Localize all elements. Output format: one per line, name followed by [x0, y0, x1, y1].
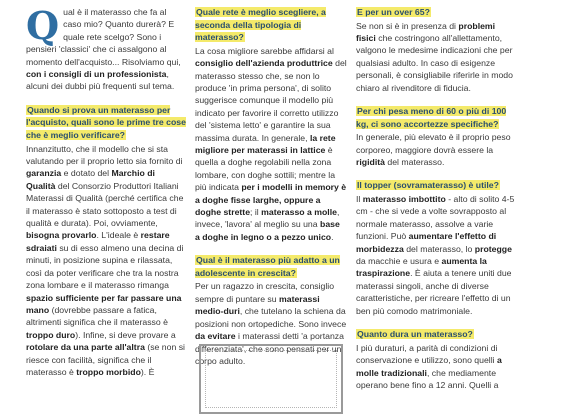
drop-cap: Q: [26, 3, 60, 48]
article-column-2: [195, 6, 347, 367]
question-heading: Quando si prova un materasso per l'acquisto, quali sono le prime tre cose che è meglio verificare?: [26, 104, 186, 141]
answer-paragraph: Innanzitutto, che il modello che si sta valutando per il proprio letto sia fornito di garanzia e dotato del Marchio di Qualità del Consorzio Produttori Italiani Materassi di Qualità (perché certifica che il materasso è stato sottoposto a test di qualità e durata). Poi, ovviamente, bisogna provarlo. L'ideale è restare sdraiati su di esso almeno una decina di minuti, in posizione supina e rilassata, così da poter verificare che tra la nostra zona lombare e il materasso rimanga spazio sufficiente per far passare una mano (dovrebbe passare a fatica, altrimenti significa che il materasso è troppo duro). Infine, si deve provare a rotolare da una parte all'altra (se non si riesce con facilità, significa che il materasso è troppo morbido). È: [26, 143, 185, 377]
answer-paragraph: Se non si è in presenza di problemi fisici che costringono all'allettamento, valgono le medesime indicazioni che per qualsiasi adulto. In caso di esigenze personali, è consigliabile riferirle in modo chiaro al rivenditore di fiducia.: [356, 20, 513, 93]
image-frame: [199, 344, 343, 414]
answer-paragraph: Per un ragazzo in crescita, consiglio sempre di puntare su materassi medio-duri, che tutelano la schiena da posizioni non ortopediche. Sono invece da evitare i materassi detti 'a portanza differenziata', che sono pensati per un corpo adulto.: [195, 281, 347, 366]
article-column-1: [26, 3, 186, 378]
question-heading: Quanto dura un materasso?: [357, 329, 473, 340]
question-heading: Qual è il materasso più adatto a un adolescente in crescita?: [195, 255, 340, 278]
intro-paragraph: Qual è il materasso che fa al caso mio? Quanto durerà? E quale rete scelgo? Sono i pensieri 'classici' che ci assalgono al momento dell'acquisto... Risolviamo qui, con i consigli di un professionista, alcuni dei dubbi più frequenti sul tema.: [26, 3, 181, 92]
answer-paragraph: In generale, più elevato è il proprio peso corporeo, maggiore dovrà essere la rigidità del materasso.: [356, 132, 511, 168]
article-column-3: [356, 6, 516, 391]
question-heading: Per chi pesa meno di 60 o più di 100 kg, ci sono accortezze specifiche?: [356, 106, 507, 129]
question-heading: Il topper (sovramaterasso) è utile?: [357, 180, 499, 191]
answer-paragraph: I più duraturi, a parità di condizioni di conservazione e utilizzo, sono quelli a molle tradizionali, che mediamente operano bene fino a 12 anni. Quelli a: [356, 342, 502, 390]
answer-paragraph: Il materasso imbottito - alto di solito 4-5 cm - che si vede a volte sovrapposto al normale materasso, assolve a varie funzioni. Può aumentare l'effetto di morbidezza del materasso, lo protegge da macchie e usura e aumenta la traspirazione. È aiuta a tenere uniti due materassi singoli, anche di diverse caratteristiche, per ricreare l'effetto di un ben più comodo matrimoniale.: [356, 194, 515, 316]
question-heading: Quale rete è meglio scegliere, a seconda della tipologia di materasso?: [195, 7, 326, 43]
answer-paragraph: La cosa migliore sarebbe affidarsi al consiglio dell'azienda produttrice del materasso stesso che, se non lo produce 'in prima persona', di solito suggerisce comunque il modello più indicato per favorire il corretto utilizzo del 'sistema letto' e garantire la sua massima durata. In generale, la rete migliore per materassi in lattice è quella a doghe regolabili nella zona lombare, con doghe sottili; mentre la più indicata per i modelli in memory è a doghe fisse larghe, oppure a doghe strette; il materasso a molle, invece, 'lavora' al meglio su una base a doghe in legno o a pezzo unico.: [195, 45, 347, 242]
question-heading: E per un over 65?: [357, 7, 430, 17]
